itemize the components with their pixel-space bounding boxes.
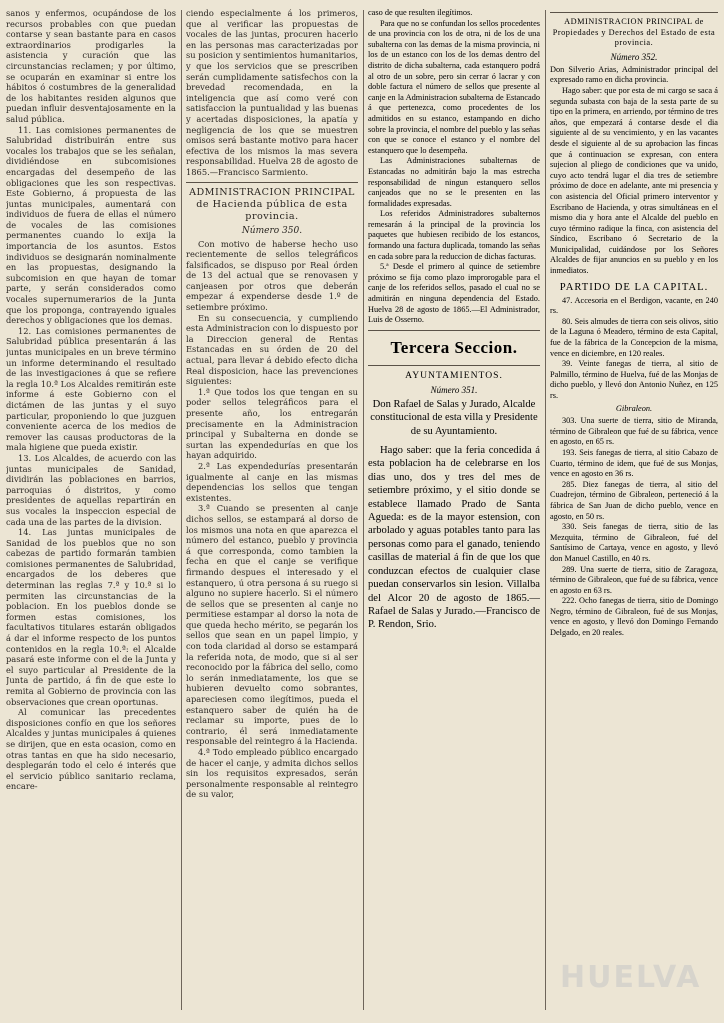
paragraph: ciendo especialmente á los primeros, que al verificar las propuestas de vocales de las juntas, procuren hacerlo en las personas mas caracterizadas por su posicion y sentimientos humanitarios, y que los servicios que se prescriben serán cumplidamente satisfechos con la brevedad recomendada, en la inteligencia que así como veré con satisfaccion la puntualidad y las buenas y acertadas disposiciones, la apatía y negligencia de los que se muestren omisos será bastante motivo para hacer efectiva de los mismos la mas severa responsabilidad. Huelva 28 de agosto de 1865.—Francisco Sarmiento.	[186, 8, 358, 177]
subsection-title: AYUNTAMIENTOS.	[405, 369, 503, 381]
item-2: 2.ª Las expendedurías presentarán igualmente al canje en las mismas dependencias los sellos que tengan existentes.	[186, 460, 358, 503]
rule-14: 14. Las juntas municipales de Sanidad de los pueblos que no son cabezas de partido formarán tambien comisiones permanentes de Salubridad, encargados de los deberes que determinan las reglas 7.ª y 10.ª si lo permiten las circunstancias de la poblacion. En los pueblos donde se formen estas comisiones, los facultativos titulares estarán obligados á dar el informe respecto de los puntos contenidos en la regla 10.ª: el Alcalde pasará este informe con el de la Junta y el suyo particular al Presidente de la Junta de partido, á fin de que este lo remita al Gobierno de provincia con las observaciones que crean oportunas.	[6, 527, 176, 707]
property-item: 285. Diez fanegas de tierra, al sitio del Cuadrejon, término de Gibraleon, perteneció á la fábrica de San Juan de dicho pueblo, vence en agosto, en 50 rs.	[550, 479, 718, 521]
paragraph: Al comunicar las precedentes disposiciones confío en que los señores Alcaldes y juntas municipales á quienes se dirijen, que en esta ocasion, como en otras tantas en que ha sido necesario, desplegarán todo el celo é interés que el servicio público sanitario reclama, encare-	[6, 707, 176, 792]
district-heading: PARTIDO DE LA CAPITAL.	[559, 281, 709, 293]
paragraph: Los referidos Administradores subalternos remesarán á la principal de la provincia los paquetes que hubiesen recibido de los estancos, formando una factura duplicada, tomando las señas en cada sobre para la reduccion de dichas facturas.	[368, 209, 540, 261]
divider	[550, 12, 718, 13]
property-item: 47. Accesoria en el Berdigon, vacante, en 240 rs.	[550, 295, 718, 316]
announcement: Hago saber: que la feria concedida á esta poblacion ha de celebrarse en los dias uno, dos y tres del mes de setiembre próximo, y el sitio donde se establece llamado Prado de Santa Agueda: es de la mayor estension, con arbolado y aguas potables tanto para las personas como para el ganado, teniendo casillas de material á fin de que los que conduzcan efectos de cualquier clase puedan conservarlos sin lesion. Villalba del Alcor 20 de agosto de 1865.—Rafael de Salas y Jurado.—Francisco de P. Rendon, Srio.	[368, 445, 540, 631]
announcer: Don Rafael de Salas y Jurado, Alcalde constitucional de esta villa y Presidente de su Ayuntamiento.	[370, 398, 538, 437]
paragraph: Para que no se confundan los sellos procedentes de una provincia con los de otra, ni de los de una subalterna con las demas de la misma provincia, ni los de un estanco con los de los demas dentro del distrito de dicha subalterna, cada estanquero podrá al otro de un sobre, pero sin cerrar ó lacrar y con doble factura el número de sellos que presente al canje en la Administracion subalterna de Estancado á que pertenezca, como procedentes de los admitidos en su estanco, estampando en dicho sobre la provincia, el nombre del pueblo y las señas con que se conoce el estanco y el nombre del estanquero que lo desempeña.	[368, 18, 540, 155]
rule-13: 13. Los Alcaldes, de acuerdo con las juntas municipales de Sanidad, dividirán las poblaciones en barrios, parroquias ó distritos, y como presidentes de aquellas repartirán en sus vocales la inspeccion especial de cada una de las partes de la division.	[6, 452, 176, 527]
paragraph: Hago saber: que por esta de mi cargo se saca á segunda subasta con baja de la sesta parte de su tipo en la primera, en arriendo, por término de tres años, que empezará á contarse desde el dia siguiente al de su vencimiento, y en las vacantes desde el siguiente al de su aprobacion las fincas que á continuacion se expresan, con entera sujecion al pliego de condiciones que va unido, cuyo acto tendrá lugar el dia tres de setiembre próximo de doce en adelante, ante mi presencia y con asistencia del Oficial primero interventor y Escribano de Hacienda, y otras simultáneas en el mismo dia y hora ante el Alcalde del pueblo en cuyo término radique la finca, con asistencia del Síndico, Escribano ó Secretario de la Municipalidad, cuidándose por los Señores Alcaldes de fijar anuncios en su pueblo y en los inmediatos.	[550, 85, 718, 276]
column-4	[550, 8, 718, 1013]
divider	[368, 330, 540, 331]
paragraph: sanos y enfermos, ocupándose de los recursos probables con que puedan contarse y sean bastante para en casos extraordinarios prodigarles la asistencia y curación que las circunstancias reclamen; y por último, se ocuparán en examinar si entre los hábitos ó costumbres de la generalidad de los habitantes residen algunos que puedan influir desventajosamente en la salud pública.	[6, 8, 176, 124]
paragraph: caso de que resulten ilegítimos.	[368, 8, 473, 17]
notice-number: Número 351.	[430, 384, 478, 395]
section-heading: ADMINISTRACION PRINCIPAL de Propiedades y Derechos del Estado de esta provincia.	[552, 17, 716, 48]
notice-number: Número 350.	[241, 225, 303, 236]
property-item: 303. Una suerte de tierra, sitio de Miranda, término de Gibraleon que fué de su fábrica, vence en agosto, en 65 rs.	[550, 416, 718, 447]
property-item: 39. Veinte fanegas de tierra, al sitio de Palmillo, término de Huelva, fué de las Monjas de dicho pueblo, y llevó don Antonio Nuñez, en 125 rs.	[550, 359, 718, 400]
divider	[368, 365, 540, 366]
paragraph: Don Silverio Arias, Administrador principal del expresado ramo en dicha provincia.	[550, 64, 718, 85]
rule-11: 11. Las comisiones permanentes de Salubridad distribuirán entre sus vocales los trabajos que se les señalan, dividiéndose en subcomisiones encargadas del desempeño de las obligaciones que les son respectivas. Este Gobierno, á propuesta de las juntas municipales, aumentará con individuos de fuera de ellas el número de vocales de las comisiones permanentes cuando lo exija la importancia de los asuntos. Estos individuos se designarán nominalmente en las propuestas, designando la subcomision en que hayan de tomar parte, y serán considerados como vocales supernumerarios de la Junta que los proponga, contrayendo iguales derechos y obligaciones que los demas.	[6, 124, 176, 326]
rule-12: 12. Las comisiones permanentes de Salubridad pública presentarán á las juntas municipales en un breve término un informe determinando el resultado de las investigaciones á que se refiere la regla 10.ª Los Alcaldes remitirán este informe á este Gobierno con el dictámen de las juntas y el suyo particular, proponiendo lo que juzguen conveniente acerca de los medios de remover las causas productoras de la mala higiene que pueda existir.	[6, 325, 176, 453]
section-title: Tercera Seccion.	[390, 337, 518, 357]
town-heading: Gibraleon.	[615, 403, 653, 413]
property-item: 330. Seis fanegas de tierra, sitio de las Mezquita, término de Gibraleon, fué del Santísimo de Cartaya, vence en agosto, y llevó don Manuel Castillo, en 40 rs.	[550, 522, 718, 563]
item-1: 1.ª Que todos los que tengan en su poder sellos telegráficos para el presente año, los entregarán precisamente en la Administracion principal y Subalterna en donde se surtan las expendedurías en que los hayan adquirido.	[186, 386, 358, 461]
item-3: 3.ª Cuando se presenten al canje dichos sellos, se estampará al dorso de los mismos una nota en que aparezca el número del estanco, pueblo y provincia á que corresponda, como tambien la fecha en que el canje se verifique firmando despues el interesado y el estanquero, ú otra persona á su ruego si alguno no supiere hacerlo. Si el número de sellos que se presenten al canje no permitiese estampar al dorso la nota de que queda hecho mérito, se pegarán los sellos que sean en un papel limpio, y con toda claridad al dorso se estampará la referida nota, de modo, que si al ser reconocido por la fábrica del sello, como lo serán inmediatamente, los que se hubieren devuelto como sobrantes, apareciesen como ilegítimos, pueda el estanquero saber de quién ha de reclamar su importe, pues de lo contrario, él será inmediatamente responsable del reintegro á la Hacienda.	[186, 503, 358, 747]
paragraph: En su consecuencia, y cumpliendo esta Administracion con lo dispuesto por la Direccion general de Rentas Estancadas en su órden de 20 del actual, para llevar á debido efecto dicha Real disposicion, hace las prevenciones siguientes:	[186, 312, 358, 387]
paragraph: Las Administraciones subalternas de Estancadas no admitirán bajo la mas estrecha responsabilidad de ningun estanquero sellos canjeados que no se le presenten en las formalidades expresadas.	[368, 156, 540, 208]
property-item: 289. Una suerte de tierra, sitio de Zaragoza, término de Gibraleon, que fué de su fábrica, vence en agosto en 63 rs.	[550, 564, 718, 595]
column-3	[368, 8, 540, 1013]
item-5: 5.ª Desde el primero al quince de setiembre próximo se fija como plazo improrogable para el canje de los referidos sellos, pasado el cual no se admitirán en ninguna dependencia del Estado. Huelva 28 de agosto de 1865.—El Administrador, Luis de Osserno.	[368, 262, 540, 325]
property-item: 80. Seis almudes de tierra con seis olivos, sitio de la Laguna ó Meadero, término de esta Capital, fue de la fábrica de la Concepcion de la misma, vence en diciembre, en 120 reales.	[550, 316, 718, 358]
watermark: HUELVA	[560, 960, 702, 995]
notice-number: Número 352.	[610, 51, 658, 62]
property-item: 222. Ocho fanegas de tierra, sitio de Domingo Negro, término de Gibraleon, fué de sus Monjas, vence en agosto, y llevó don Domingo Fernando Delgado, en 20 reales.	[550, 596, 718, 638]
column-rule	[545, 10, 546, 1010]
property-item: 193. Seis fanegas de tierra, al sitio Cabazo de Cuarto, término de idem, que fué de sus Monjas, vence en agosto en 36 rs.	[550, 447, 718, 479]
item-4: 4.ª Todo empleado público encargado de hacer el canje, y admita dichos sellos sin los requisitos expresados, serán personalmente responsable al reintegro de su valor,	[186, 747, 358, 800]
paragraph: Con motivo de haberse hecho uso recientemente de sellos telegráficos falsificados, se dispuso por Real órden de 13 del actual que se renovasen y canjeasen por otros que deberán empezar á expenderse desde 1.º de setiembre próximo.	[186, 238, 358, 313]
section-heading: ADMINISTRACION PRINCIPAL de Hacienda pública de esta provincia.	[189, 186, 355, 222]
